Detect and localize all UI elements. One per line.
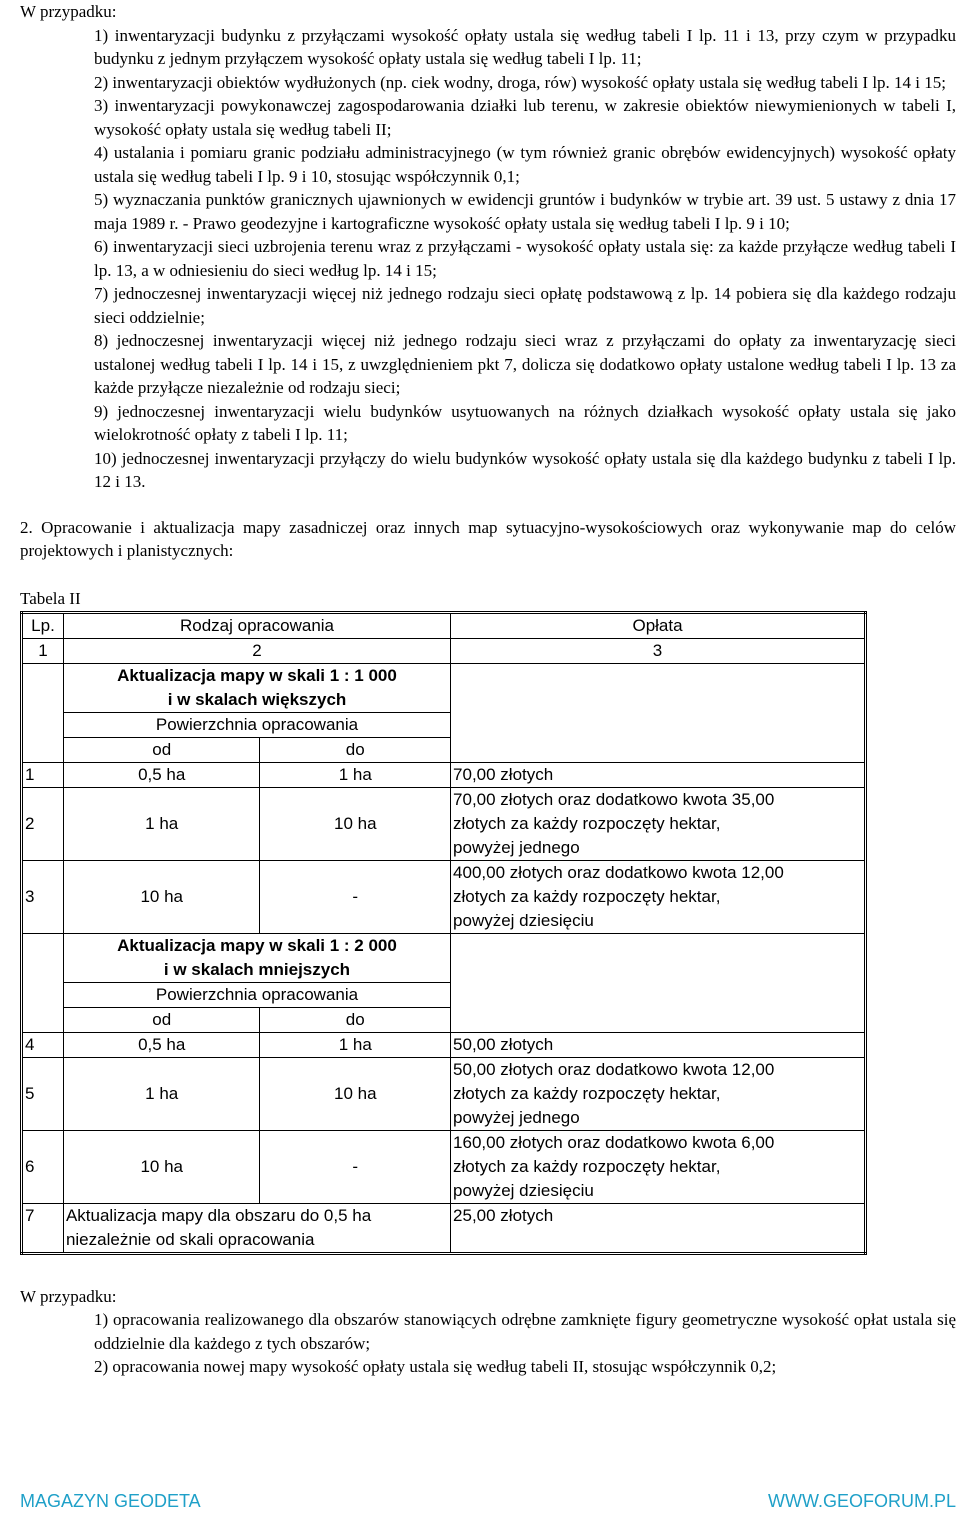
- row-od: 0,5 ha: [63, 1032, 260, 1057]
- row-do: 1 ha: [260, 1032, 451, 1057]
- table-row: [22, 787, 866, 860]
- list-item: 9) jednoczesnej inwentaryzacji wielu budynków usytuowanych na różnych działkach wysokość opłaty ustala się jako wielokrotność opłaty z tabeli I lp. 11;: [94, 401, 956, 444]
- fee-line: 400,00 złotych oraz dodatkowo kwota 12,00: [453, 862, 784, 882]
- row-od: 1 ha: [63, 1057, 260, 1130]
- after-heading: W przypadku:: [20, 1286, 117, 1306]
- after-list: [94, 1308, 956, 1379]
- header-lp: Lp.: [22, 612, 64, 638]
- row-lp: 6: [22, 1130, 64, 1203]
- row-lp: 7: [22, 1203, 64, 1253]
- list-item: 7) jednoczesnej inwentaryzacji więcej niż jednego rodzaju sieci opłatę podstawową z lp. 14 pobiera się dla każdego rodzaju sieci oddzielnie;: [94, 284, 956, 327]
- fee-line: 50,00 złotych oraz dodatkowo kwota 12,00: [453, 1059, 775, 1079]
- col-number: 1: [22, 638, 64, 663]
- row-fee: [451, 1057, 866, 1130]
- row-od: 10 ha: [63, 1130, 260, 1203]
- row-lp: 4: [22, 1032, 64, 1057]
- row-od: 1 ha: [63, 787, 260, 860]
- footer-magazine: MAGAZYN GEODETA: [20, 1491, 201, 1511]
- desc-line: niezależnie od skali opracowania: [65, 1229, 315, 1249]
- list-item: 10) jednoczesnej inwentaryzacji przyłączy do wielu budynków wysokość opłaty ustala się dla każdego budynku z tabeli I lp. 12 i 13.: [94, 448, 956, 491]
- fee-line: powyżej dziesięciu: [453, 910, 594, 930]
- row-fee: [451, 860, 866, 933]
- fee-line: złotych za każdy rozpoczęty hektar,: [453, 813, 721, 833]
- fee-line: złotych za każdy rozpoczęty hektar,: [453, 886, 721, 906]
- row-do: 10 ha: [260, 787, 451, 860]
- intro-heading: W przypadku:: [20, 2, 117, 21]
- empty-cell: [451, 663, 866, 762]
- group-title-row: [22, 663, 866, 712]
- row-do: -: [260, 1130, 451, 1203]
- header-oplata: Opłata: [451, 612, 866, 638]
- row-lp: 3: [22, 860, 64, 933]
- list-item: 1) inwentaryzacji budynku z przyłączami wysokość opłaty ustala się według tabeli I lp. 11 i 13, przy czym w przypadku budynku z jednym przyłączem wysokość opłaty ustala się według tabeli I lp. 11;: [94, 25, 956, 68]
- fee-line: złotych za każdy rozpoczęty hektar,: [453, 1156, 721, 1176]
- fee-line: 160,00 złotych oraz dodatkowo kwota 6,00: [453, 1132, 775, 1152]
- group-title-line: Aktualizacja mapy w skali 1 : 2 000: [117, 935, 397, 955]
- table-row: [22, 1057, 866, 1130]
- list-item: 4) ustalania i pomiaru granic podziału administracyjnego (w tym również granic obrębów ewidencyjnych) wysokość opłaty ustala się według tabeli I lp. 9 i 10, stosując współczynnik 0,1;: [94, 143, 956, 186]
- table-header-row: [22, 612, 866, 638]
- list-item: 8) jednoczesnej inwentaryzacji więcej niż jednego rodzaju sieci wraz z przyłączami do opłaty za inwentaryzację sieci ustalonej według tabeli I lp. 14 i 15, z uwzględnieniem pkt 7, dolicza się dodatkowo opłaty ustalone według tabeli I lp. 13 za każde przyłącze niezależnie od rodzaju sieci;: [94, 331, 956, 397]
- page-footer: [20, 1490, 956, 1514]
- row-fee: 50,00 złotych: [451, 1032, 866, 1057]
- header-rodzaj: Rodzaj opracowania: [63, 612, 450, 638]
- fee-line: powyżej jednego: [453, 837, 580, 857]
- table-title: Tabela II: [20, 588, 81, 608]
- row-fee: 25,00 złotych: [451, 1203, 866, 1253]
- row-fee: [451, 787, 866, 860]
- fee-table: [20, 611, 867, 1255]
- row-od: 0,5 ha: [63, 762, 260, 787]
- empty-cell: [22, 933, 64, 1032]
- list-item: 2) opracowania nowej mapy wysokość opłaty ustala się według tabeli II, stosując współczynnik 0,2;: [94, 1357, 777, 1376]
- do-label: do: [260, 1007, 451, 1032]
- group-title-line: i w skalach większych: [167, 689, 347, 709]
- od-label: od: [63, 737, 260, 762]
- row-od: 10 ha: [63, 860, 260, 933]
- group-title-line: Aktualizacja mapy w skali 1 : 1 000: [117, 665, 397, 685]
- table-number-row: [22, 638, 866, 663]
- empty-cell: [451, 933, 866, 1032]
- col-number: 3: [451, 638, 866, 663]
- row-lp: 1: [22, 762, 64, 787]
- group-title: [63, 933, 450, 982]
- row-do: 1 ha: [260, 762, 451, 787]
- section-2-heading: 2. Opracowanie i aktualizacja mapy zasadniczej oraz innych map sytuacyjno-wysokościowych oraz wykonywanie map do celów projektowych i planistycznych:: [20, 517, 956, 560]
- fee-line: 70,00 złotych oraz dodatkowo kwota 35,00: [453, 789, 775, 809]
- fee-line: powyżej dziesięciu: [453, 1180, 594, 1200]
- document-page: [20, 0, 956, 1379]
- list-item: 2) inwentaryzacji obiektów wydłużonych (np. ciek wodny, droga, rów) wysokość opłaty ustala się według tabeli I lp. 14 i 15;: [94, 72, 947, 92]
- area-label: Powierzchnia opracowania: [63, 712, 450, 737]
- table-row: [22, 1203, 866, 1253]
- footer-website: WWW.GEOFORUM.PL: [768, 1491, 956, 1511]
- table-row: [22, 762, 866, 787]
- desc-line: Aktualizacja mapy dla obszaru do 0,5 ha: [65, 1205, 372, 1225]
- list-item: 1) opracowania realizowanego dla obszarów stanowiących odrębne zamknięte figury geometryczne wysokość opłat ustala się oddzielnie dla każdego z tych obszarów;: [94, 1310, 956, 1353]
- fee-line: złotych za każdy rozpoczęty hektar,: [453, 1083, 721, 1103]
- row-lp: 2: [22, 787, 64, 860]
- list-item: 6) inwentaryzacji sieci uzbrojenia terenu wraz z przyłączami - wysokość opłaty ustala się: za każde przyłącze według tabeli I lp. 13, a w odniesieniu do sieci według lp. 14 i 15;: [94, 237, 956, 280]
- group-title-line: i w skalach mniejszych: [163, 959, 351, 979]
- row-lp: 5: [22, 1057, 64, 1130]
- intro-list: [94, 24, 956, 494]
- table-row: [22, 1032, 866, 1057]
- group-title: [63, 663, 450, 712]
- table-row: [22, 1130, 866, 1203]
- col-number: 2: [63, 638, 450, 663]
- row-do: -: [260, 860, 451, 933]
- row-do: 10 ha: [260, 1057, 451, 1130]
- table-row: [22, 860, 866, 933]
- row-fee: 70,00 złotych: [451, 762, 866, 787]
- row-fee: [451, 1130, 866, 1203]
- list-item: 3) inwentaryzacji powykonawczej zagospodarowania działki lub terenu, w zakresie obiektów niewymienionych w tabeli I, wysokość opłaty ustala się według tabeli II;: [94, 96, 956, 139]
- fee-line: powyżej jednego: [453, 1107, 580, 1127]
- od-label: od: [63, 1007, 260, 1032]
- list-item: 5) wyznaczania punktów granicznych ujawnionych w ewidencji gruntów i budynków w trybie art. 39 ust. 5 ustawy z dnia 17 maja 1989 r. - Prawo geodezyjne i kartograficzne wysokość opłaty ustala się według tabeli I lp. 9 i 10;: [94, 190, 956, 233]
- do-label: do: [260, 737, 451, 762]
- empty-cell: [22, 663, 64, 762]
- area-label: Powierzchnia opracowania: [63, 982, 450, 1007]
- row-desc: [63, 1203, 450, 1253]
- group-title-row: [22, 933, 866, 982]
